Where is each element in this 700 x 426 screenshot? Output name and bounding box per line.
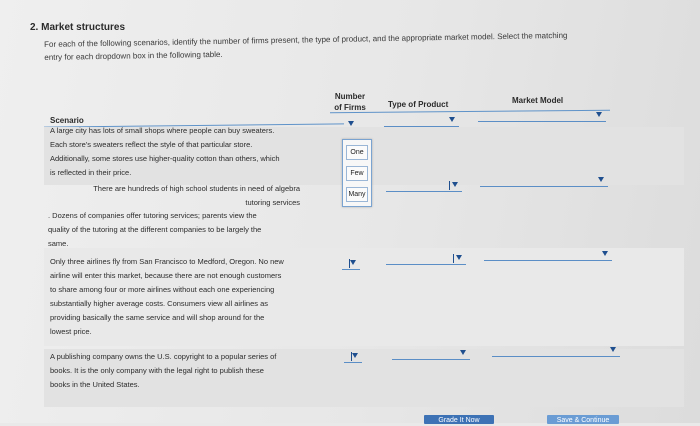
number-of-firms-dropdown-1[interactable]	[340, 119, 358, 131]
scenario-line: Only three airlines fly from San Francisco to Medford, Oregon. No new	[50, 257, 284, 266]
dropdown-underline	[480, 186, 608, 187]
chevron-down-icon[interactable]	[598, 177, 604, 182]
scenario-line: is reflected in their price.	[50, 168, 132, 177]
chevron-down-icon[interactable]	[452, 182, 458, 187]
scenario-line: There are hundreds of high school students in need of algebra	[93, 184, 300, 193]
chevron-down-icon[interactable]	[610, 347, 616, 352]
instruction-line: entry for each dropdown box in the following table.	[44, 49, 223, 62]
scenario-5-text	[50, 350, 276, 392]
scenario-line: A large city has lots of small shops where people can buy sweaters.	[50, 126, 275, 135]
scenario-line: airline will enter this market, because there are not enough customers	[50, 271, 282, 280]
scenario-line: books. It is the only company with the legal right to publish these	[50, 366, 264, 375]
number-of-firms-options-popup	[342, 139, 372, 207]
scenario-4-text	[50, 255, 284, 339]
scenario-line: tutoring services	[245, 198, 300, 207]
scenario-line: . Dozens of companies offer tutoring services; parents view the	[48, 211, 257, 220]
dropdown-underline	[478, 121, 606, 122]
scenario-2-text	[68, 182, 300, 210]
instruction-line: For each of the following scenarios, identify the number of firms present, the type of product, and the appropriate market model. Select the matching	[44, 30, 568, 49]
chevron-down-icon[interactable]	[456, 255, 462, 260]
scenario-line: same.	[48, 239, 69, 248]
dropdown-underline	[392, 359, 470, 360]
chevron-down-icon[interactable]	[602, 251, 608, 256]
scenario-line: providing basically the same service and will shop around for the	[50, 313, 265, 322]
save-and-continue-button[interactable]: Save & Continue	[547, 415, 619, 424]
header-number-line1: Number	[334, 92, 366, 101]
option-few[interactable]: Few	[346, 166, 368, 181]
header-type-of-product: Type of Product	[388, 100, 449, 109]
header-number-line2: of Firms	[334, 103, 366, 112]
dropdown-underline	[340, 130, 358, 131]
scenario-1-text	[50, 124, 280, 180]
chevron-down-icon[interactable]	[350, 260, 356, 265]
scenario-3-text	[48, 209, 261, 251]
header-number-of-firms	[330, 91, 370, 113]
number-of-firms-dropdown-5[interactable]	[344, 351, 362, 363]
market-model-dropdown-4[interactable]	[484, 249, 612, 261]
dropdown-underline	[484, 260, 612, 261]
chevron-down-icon[interactable]	[596, 112, 602, 117]
type-of-product-dropdown-1[interactable]	[384, 115, 459, 127]
type-of-product-dropdown-2[interactable]	[386, 180, 462, 192]
grade-it-now-button[interactable]: Grade It Now	[424, 415, 494, 424]
option-one[interactable]: One	[346, 145, 368, 160]
scenario-line: books in the United States.	[50, 380, 140, 389]
cursor-caret	[453, 254, 454, 263]
type-of-product-dropdown-5[interactable]	[392, 348, 470, 360]
header-market-model: Market Model	[512, 96, 564, 105]
scenario-line: Each store's sweaters reflect the style of that particular store.	[50, 140, 253, 149]
scenario-line: lowest price.	[50, 327, 92, 336]
dropdown-underline	[342, 269, 360, 270]
market-model-dropdown-2[interactable]	[480, 175, 608, 187]
scenario-line: Additionally, some stores use higher-quality cotton than others, which	[50, 154, 280, 163]
chevron-down-icon[interactable]	[449, 117, 455, 122]
type-of-product-dropdown-4[interactable]	[386, 253, 466, 265]
dropdown-underline	[344, 362, 362, 363]
dropdown-underline	[492, 356, 620, 357]
scenario-line: substantially higher average costs. Consumers view all airlines as	[50, 299, 269, 308]
scenario-line: quality of the tutoring at the different companies to be largely the	[48, 225, 262, 234]
market-model-dropdown-5[interactable]	[492, 345, 620, 357]
header-scenario: Scenario	[50, 116, 84, 125]
cursor-caret	[449, 181, 450, 190]
scenario-line: A publishing company owns the U.S. copyright to a popular series of	[50, 352, 277, 361]
dropdown-underline	[386, 264, 466, 265]
chevron-down-icon[interactable]	[348, 121, 354, 126]
chevron-down-icon[interactable]	[352, 353, 358, 358]
question-title: 2. Market structures	[30, 22, 126, 33]
option-many[interactable]: Many	[346, 187, 368, 202]
dropdown-underline	[386, 191, 462, 192]
number-of-firms-dropdown-4[interactable]	[342, 258, 360, 270]
scenario-line: to share among four or more airlines without each one experiencing	[50, 285, 275, 294]
dropdown-underline	[384, 126, 459, 127]
question-instructions	[44, 28, 604, 64]
market-model-dropdown-1[interactable]	[478, 110, 606, 122]
chevron-down-icon[interactable]	[460, 350, 466, 355]
